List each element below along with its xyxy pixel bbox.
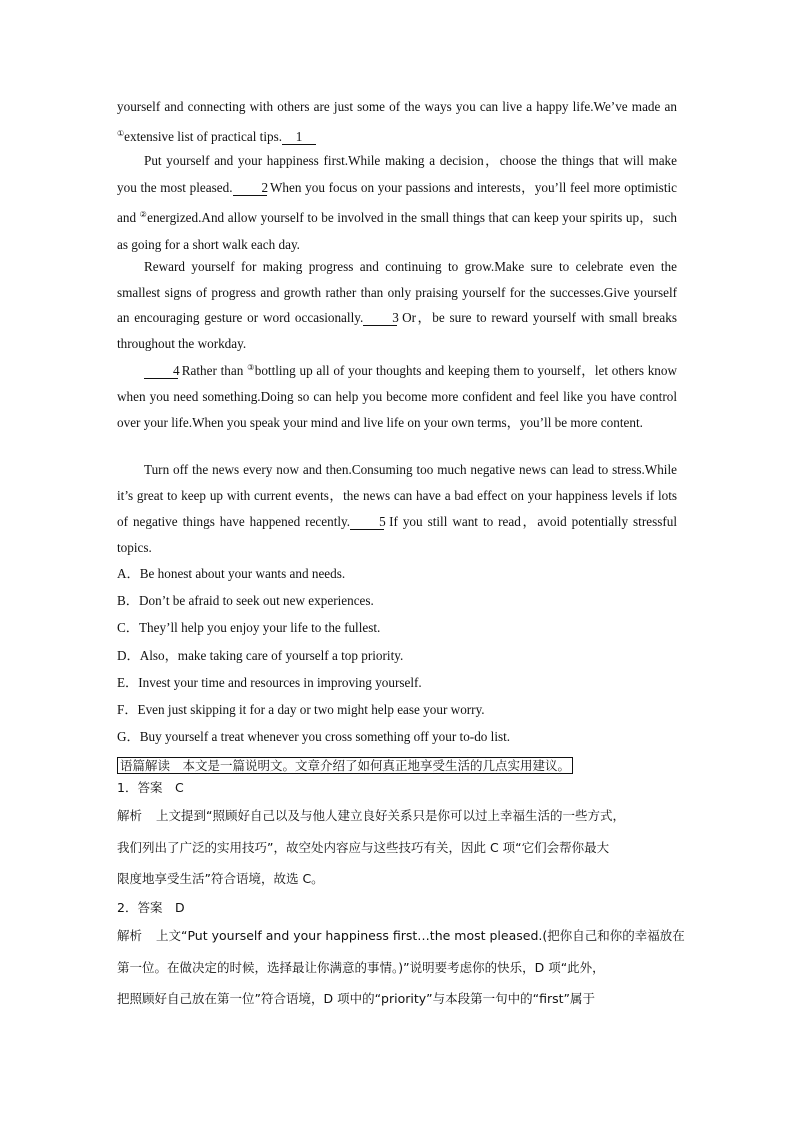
answer-1-heading: 1．答案 C bbox=[117, 780, 184, 795]
option-g: G．Buy yourself a treat whenever you cross something off your to-do list. bbox=[117, 729, 511, 744]
answer-2-heading: 2．答案 D bbox=[117, 900, 185, 915]
answer-1-line-3: 限度地享受生活”符合语境，故选 C。 bbox=[117, 871, 324, 886]
paragraph-text: Rather than bbox=[178, 363, 248, 378]
answer-2-line-3: 把照顾好自己放在第一位”符合语境，D 项中的“priority”与本段第一句中的“first”属于 bbox=[117, 991, 596, 1006]
option-b: B．Don’t be afraid to seek out new experiences. bbox=[117, 593, 374, 608]
option-d: D．Also，make taking care of yourself a top priority. bbox=[117, 648, 404, 663]
blank-4: 4 bbox=[144, 363, 178, 379]
answer-2-analysis bbox=[117, 926, 685, 946]
paragraph-text: When you focus on your passions and interests，you’ll feel more optimistic and bbox=[117, 180, 677, 225]
blank-2: 2 bbox=[233, 180, 267, 196]
footnote-marker: ① bbox=[117, 129, 125, 138]
option-f: F．Even just skipping it for a day or two might help ease your worry. bbox=[117, 702, 485, 717]
blank-3: 3 bbox=[363, 310, 397, 326]
option-e: E．Invest your time and resources in improving yourself. bbox=[117, 675, 422, 690]
paragraph-text: energized.And allow yourself to be involved in the small things that can keep your spirits up，such as going for a short walk each day. bbox=[117, 210, 678, 252]
analysis-text: 上文提到“照顾好自己以及与他人建立良好关系只是你可以过上幸福生活的一些方式， bbox=[156, 808, 625, 823]
passage-paragraph-2 bbox=[117, 254, 677, 356]
answer-1-line-2: 我们列出了广泛的实用技巧”，故空处内容应与这些技巧有关，因此 C 项“它们会帮你最大 bbox=[117, 840, 610, 855]
answer-2-line-2: 第一位。在做决定的时候，选择最让你满意的事情。)”说明要考虑你的快乐，D 项“此外， bbox=[117, 960, 605, 975]
option-a: A．Be honest about your wants and needs. bbox=[117, 566, 346, 581]
analysis-label: 解析 bbox=[117, 808, 143, 823]
paragraph-text: If you still want to read，avoid potentially stressful topics. bbox=[117, 514, 677, 555]
paragraph-text: extensive list of practical tips. bbox=[124, 129, 283, 144]
passage-paragraph-3 bbox=[117, 355, 677, 436]
paragraph-text: Turn off the news every now and then.Consuming too much negative news can lead to stress.While it’s great to keep up with current events，the news can have a bad effect on your happiness levels if lots of negative things have happened recently. bbox=[117, 462, 677, 529]
option-c: C．They’ll help you enjoy your life to the fullest. bbox=[117, 620, 381, 635]
paragraph-text: Put yourself and your happiness first.While making a decision，choose the things that will make you the most pleased. bbox=[117, 153, 677, 195]
paragraph-text: bottling up all of your thoughts and keeping them to yourself，let others know when you need something.Doing so can help you become more confident and feel like you have control over your life.When you speak your mind and live life on your own terms，you’ll be more content. bbox=[117, 363, 678, 430]
blank-5: 5 bbox=[350, 514, 384, 530]
paragraph-text: Reward yourself for making progress and continuing to grow.Make sure to celebrate even the smallest signs of progress and growth rather than only praising yourself for the successes.Give yourself an encouraging gesture or word occasionally. bbox=[117, 259, 677, 325]
passage-paragraph-1 bbox=[117, 147, 677, 258]
footnote-marker: ② bbox=[139, 210, 148, 219]
analysis-label: 解析 bbox=[117, 928, 143, 943]
analysis-text: 上文“Put yourself and your happiness first…the most pleased.(把你自己和你的幸福放在 bbox=[156, 928, 685, 943]
answer-1-analysis bbox=[117, 806, 625, 826]
passage-paragraph-4 bbox=[117, 457, 677, 561]
paragraph-text: Or，be sure to reward yourself with small breaks throughout the workday. bbox=[117, 310, 677, 351]
footnote-marker: ③ bbox=[247, 363, 255, 372]
passage-paragraph-0 bbox=[117, 93, 677, 150]
paragraph-text: yourself and connecting with others are just some of the ways you can live a happy life.We’ve made an bbox=[117, 99, 677, 114]
blank-1: 1 bbox=[282, 129, 316, 145]
summary-box: 语篇解读 本文是一篇说明文。文章介绍了如何真正地享受生活的几点实用建议。 bbox=[117, 757, 573, 774]
